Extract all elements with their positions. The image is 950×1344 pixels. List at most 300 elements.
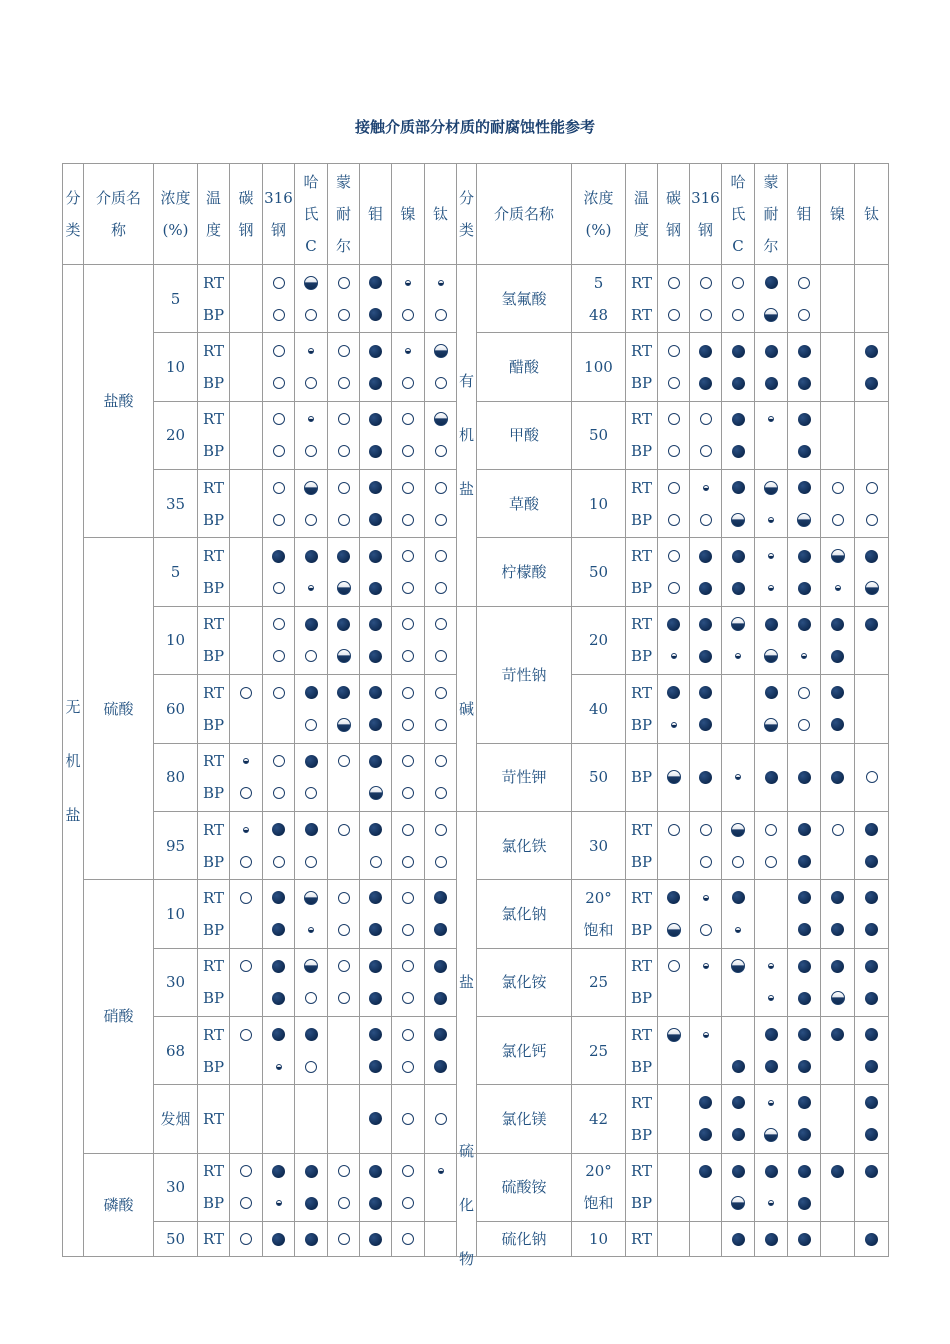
concentration-cell bbox=[153, 537, 198, 606]
rating-cell bbox=[229, 1016, 263, 1085]
filled-circle-icon bbox=[831, 771, 844, 784]
temperature-cell bbox=[197, 674, 230, 743]
header-left-1 bbox=[83, 163, 154, 265]
rating-cell bbox=[657, 811, 690, 880]
rating-cell bbox=[721, 606, 755, 675]
hollow-circle-icon bbox=[402, 1061, 414, 1073]
half-filled-circle-icon bbox=[667, 923, 681, 937]
half-filled-circle-icon bbox=[369, 786, 383, 800]
temperature-value: RT bbox=[202, 888, 225, 907]
rating-cell bbox=[327, 1084, 360, 1153]
rating-cell bbox=[391, 606, 425, 675]
column-header: 浓度 (%) bbox=[583, 189, 614, 239]
filled-circle-icon bbox=[732, 345, 745, 358]
hollow-circle-icon bbox=[305, 992, 317, 1004]
rating-cell bbox=[327, 879, 360, 948]
hollow-circle-icon bbox=[240, 892, 252, 904]
hollow-circle-icon bbox=[435, 514, 447, 526]
filled-circle-icon bbox=[305, 755, 318, 768]
temperature-value: RT bbox=[630, 410, 653, 429]
rating-cell bbox=[359, 1153, 392, 1222]
column-header: 蒙 耐 尔 bbox=[763, 173, 779, 255]
small-dot-icon bbox=[308, 416, 314, 422]
temperature-value: RT bbox=[202, 683, 225, 702]
rating-cell bbox=[391, 879, 425, 948]
half-filled-circle-icon bbox=[831, 991, 845, 1005]
concentration-value: 20 bbox=[165, 426, 186, 445]
medium-name-cell bbox=[476, 879, 572, 948]
temperature-cell bbox=[625, 1221, 658, 1257]
rating-cell bbox=[229, 811, 263, 880]
concentration-value: 饱和 bbox=[583, 920, 614, 939]
rating-cell bbox=[229, 469, 263, 538]
rating-cell bbox=[327, 1016, 360, 1085]
rating-cell bbox=[262, 948, 295, 1017]
medium-name-cell bbox=[83, 264, 154, 538]
filled-circle-icon bbox=[798, 855, 811, 868]
concentration-cell bbox=[571, 1221, 626, 1257]
rating-cell bbox=[787, 811, 821, 880]
filled-circle-icon bbox=[337, 686, 350, 699]
rating-cell bbox=[262, 879, 295, 948]
rating-cell bbox=[754, 469, 788, 538]
rating-cell bbox=[359, 674, 392, 743]
hollow-circle-icon bbox=[402, 719, 414, 731]
header-left-0 bbox=[62, 163, 84, 265]
rating-cell bbox=[262, 811, 295, 880]
hollow-circle-icon bbox=[668, 377, 680, 389]
filled-circle-icon bbox=[765, 1028, 778, 1041]
concentration-value: 5 bbox=[593, 273, 604, 292]
filled-circle-icon bbox=[369, 891, 382, 904]
small-dot-icon bbox=[703, 963, 709, 969]
filled-circle-icon bbox=[272, 1165, 285, 1178]
hollow-circle-icon bbox=[240, 1197, 252, 1209]
rating-cell bbox=[754, 1084, 788, 1153]
hollow-circle-icon bbox=[402, 1197, 414, 1209]
temperature-value: RT bbox=[202, 410, 225, 429]
rating-cell bbox=[424, 606, 457, 675]
rating-cell bbox=[359, 537, 392, 606]
page-title: 接触介质部分材质的耐腐蚀性能参考 bbox=[354, 118, 595, 136]
concentration-value: 25 bbox=[588, 973, 609, 992]
rating-cell bbox=[787, 1084, 821, 1153]
filled-circle-icon bbox=[369, 686, 382, 699]
temperature-cell bbox=[197, 264, 230, 333]
hollow-circle-icon bbox=[700, 856, 712, 868]
rating-cell bbox=[262, 469, 295, 538]
header-right-10 bbox=[854, 163, 889, 265]
temperature-cell bbox=[197, 469, 230, 538]
rating-cell bbox=[787, 948, 821, 1017]
rating-cell bbox=[754, 1153, 788, 1222]
rating-cell bbox=[854, 879, 889, 948]
filled-circle-icon bbox=[369, 1165, 382, 1178]
rating-cell bbox=[294, 332, 328, 401]
filled-circle-icon bbox=[369, 413, 382, 426]
filled-circle-icon bbox=[732, 1165, 745, 1178]
concentration-value: 40 bbox=[588, 699, 609, 718]
concentration-cell bbox=[571, 879, 626, 948]
header-right-0 bbox=[456, 163, 477, 265]
rating-cell bbox=[391, 469, 425, 538]
rating-cell bbox=[657, 537, 690, 606]
filled-circle-icon bbox=[865, 923, 878, 936]
medium-name-cell bbox=[476, 1084, 572, 1153]
filled-circle-icon bbox=[699, 771, 712, 784]
small-dot-icon bbox=[703, 1032, 709, 1038]
column-header: 镍 bbox=[400, 205, 416, 223]
filled-circle-icon bbox=[369, 582, 382, 595]
rating-cell bbox=[359, 264, 392, 333]
half-filled-circle-icon bbox=[764, 481, 778, 495]
small-dot-icon bbox=[703, 485, 709, 491]
temperature-value: BP bbox=[630, 579, 653, 598]
rating-cell bbox=[754, 811, 788, 880]
rating-cell bbox=[391, 537, 425, 606]
filled-circle-icon bbox=[434, 891, 447, 904]
medium-name: 氯化铵 bbox=[501, 973, 547, 992]
medium-name: 盐酸 bbox=[103, 392, 134, 411]
hollow-circle-icon bbox=[402, 618, 414, 630]
concentration-value: 20° bbox=[585, 1162, 612, 1181]
category-cell bbox=[456, 606, 477, 812]
hollow-circle-icon bbox=[700, 514, 712, 526]
rating-cell bbox=[854, 606, 889, 675]
filled-circle-icon bbox=[798, 1197, 811, 1210]
hollow-circle-icon bbox=[240, 856, 252, 868]
temperature-value: BP bbox=[630, 989, 653, 1008]
rating-cell bbox=[424, 743, 457, 812]
hollow-circle-icon bbox=[435, 824, 447, 836]
hollow-circle-icon bbox=[402, 856, 414, 868]
temperature-value: RT bbox=[630, 342, 653, 361]
filled-circle-icon bbox=[798, 923, 811, 936]
temperature-cell bbox=[197, 401, 230, 470]
medium-name-cell bbox=[476, 606, 572, 744]
temperature-value: RT bbox=[630, 683, 653, 702]
filled-circle-icon bbox=[798, 771, 811, 784]
rating-cell bbox=[262, 537, 295, 606]
filled-circle-icon bbox=[732, 582, 745, 595]
temperature-value: RT bbox=[630, 1162, 653, 1181]
concentration-cell bbox=[153, 879, 198, 948]
filled-circle-icon bbox=[369, 1060, 382, 1073]
rating-cell bbox=[689, 948, 722, 1017]
rating-cell bbox=[391, 1221, 425, 1257]
temperature-value: RT bbox=[202, 1109, 225, 1128]
rating-cell bbox=[294, 1016, 328, 1085]
medium-name: 氯化铁 bbox=[501, 836, 547, 855]
category-cell bbox=[456, 264, 477, 607]
rating-cell bbox=[854, 1153, 889, 1222]
hollow-circle-icon bbox=[338, 924, 350, 936]
rating-cell bbox=[721, 537, 755, 606]
rating-cell bbox=[391, 674, 425, 743]
hollow-circle-icon bbox=[700, 924, 712, 936]
hollow-circle-icon bbox=[435, 618, 447, 630]
temperature-value: RT bbox=[630, 820, 653, 839]
filled-circle-icon bbox=[732, 550, 745, 563]
header-right-4 bbox=[657, 163, 690, 265]
hollow-circle-icon bbox=[435, 582, 447, 594]
column-header: 浓度 (%) bbox=[160, 189, 191, 239]
small-dot-icon bbox=[405, 348, 411, 354]
rating-cell bbox=[854, 469, 889, 538]
temperature-cell bbox=[625, 948, 658, 1017]
rating-cell bbox=[424, 469, 457, 538]
temperature-cell bbox=[197, 332, 230, 401]
temperature-value: BP bbox=[630, 920, 653, 939]
small-dot-icon bbox=[735, 927, 741, 933]
temperature-value: RT bbox=[202, 1230, 225, 1248]
hollow-circle-icon bbox=[402, 445, 414, 457]
filled-circle-icon bbox=[434, 923, 447, 936]
rating-cell bbox=[262, 674, 295, 743]
filled-circle-icon bbox=[798, 992, 811, 1005]
temperature-value: BP bbox=[630, 852, 653, 871]
half-filled-circle-icon bbox=[667, 770, 681, 784]
hollow-circle-icon bbox=[700, 277, 712, 289]
hollow-circle-icon bbox=[305, 856, 317, 868]
hollow-circle-icon bbox=[402, 824, 414, 836]
rating-cell bbox=[391, 332, 425, 401]
filled-circle-icon bbox=[831, 891, 844, 904]
half-filled-circle-icon bbox=[865, 581, 879, 595]
hollow-circle-icon bbox=[435, 755, 447, 767]
rating-cell bbox=[787, 606, 821, 675]
concentration-value: 95 bbox=[165, 836, 186, 855]
hollow-circle-icon bbox=[700, 445, 712, 457]
column-header: 钛 bbox=[432, 205, 448, 223]
hollow-circle-icon bbox=[765, 824, 777, 836]
medium-name: 硫酸铵 bbox=[501, 1178, 547, 1197]
rating-cell bbox=[854, 811, 889, 880]
half-filled-circle-icon bbox=[731, 1196, 745, 1210]
hollow-circle-icon bbox=[798, 719, 810, 731]
concentration-cell bbox=[571, 743, 626, 812]
temperature-value: RT bbox=[202, 478, 225, 497]
rating-cell bbox=[229, 879, 263, 948]
filled-circle-icon bbox=[831, 960, 844, 973]
small-dot-icon bbox=[276, 1200, 282, 1206]
filled-circle-icon bbox=[732, 891, 745, 904]
rating-cell bbox=[820, 674, 855, 743]
rating-cell bbox=[391, 948, 425, 1017]
filled-circle-icon bbox=[732, 413, 745, 426]
medium-name-cell bbox=[476, 743, 572, 812]
filled-circle-icon bbox=[732, 1128, 745, 1141]
hollow-circle-icon bbox=[402, 550, 414, 562]
filled-circle-icon bbox=[765, 618, 778, 631]
rating-cell bbox=[359, 606, 392, 675]
rating-cell bbox=[787, 1016, 821, 1085]
filled-circle-icon bbox=[865, 1128, 878, 1141]
filled-circle-icon bbox=[798, 377, 811, 390]
concentration-cell bbox=[153, 606, 198, 675]
rating-cell bbox=[229, 332, 263, 401]
hollow-circle-icon bbox=[402, 687, 414, 699]
medium-name-cell bbox=[83, 879, 154, 1153]
filled-circle-icon bbox=[699, 377, 712, 390]
hollow-circle-icon bbox=[273, 413, 285, 425]
rating-cell bbox=[359, 401, 392, 470]
filled-circle-icon bbox=[699, 550, 712, 563]
concentration-cell bbox=[153, 401, 198, 470]
rating-cell bbox=[820, 879, 855, 948]
rating-cell bbox=[754, 537, 788, 606]
filled-circle-icon bbox=[798, 550, 811, 563]
filled-circle-icon bbox=[865, 1165, 878, 1178]
hollow-circle-icon bbox=[402, 1113, 414, 1125]
concentration-value: 100 bbox=[584, 358, 613, 377]
concentration-value: 25 bbox=[588, 1041, 609, 1060]
hollow-circle-icon bbox=[435, 445, 447, 457]
small-dot-icon bbox=[768, 553, 774, 559]
hollow-circle-icon bbox=[273, 755, 285, 767]
hollow-circle-icon bbox=[402, 992, 414, 1004]
rating-cell bbox=[820, 264, 855, 333]
filled-circle-icon bbox=[305, 823, 318, 836]
filled-circle-icon bbox=[305, 686, 318, 699]
rating-cell bbox=[787, 401, 821, 470]
rating-cell bbox=[229, 1084, 263, 1153]
half-filled-circle-icon bbox=[667, 1028, 681, 1042]
rating-cell bbox=[229, 743, 263, 812]
temperature-value: BP bbox=[630, 647, 653, 666]
filled-circle-icon bbox=[369, 345, 382, 358]
rating-cell bbox=[854, 332, 889, 401]
temperature-value: BP bbox=[630, 1125, 653, 1144]
small-dot-icon bbox=[835, 585, 841, 591]
filled-circle-icon bbox=[765, 1165, 778, 1178]
concentration-cell bbox=[571, 469, 626, 538]
small-dot-icon bbox=[768, 963, 774, 969]
rating-cell bbox=[424, 948, 457, 1017]
rating-cell bbox=[359, 332, 392, 401]
medium-name: 醋酸 bbox=[508, 358, 539, 377]
filled-circle-icon bbox=[272, 1028, 285, 1041]
concentration-value: 48 bbox=[588, 305, 609, 324]
filled-circle-icon bbox=[865, 1060, 878, 1073]
rating-cell bbox=[657, 332, 690, 401]
header-right-1 bbox=[476, 163, 572, 265]
rating-cell bbox=[229, 674, 263, 743]
hollow-circle-icon bbox=[273, 277, 285, 289]
filled-circle-icon bbox=[798, 1233, 811, 1246]
half-filled-circle-icon bbox=[831, 549, 845, 563]
hollow-circle-icon bbox=[273, 687, 285, 699]
temperature-cell bbox=[625, 1084, 658, 1153]
rating-cell bbox=[854, 537, 889, 606]
category-label: 硫 化 物 bbox=[458, 1141, 474, 1268]
medium-name: 柠檬酸 bbox=[501, 563, 547, 582]
hollow-circle-icon bbox=[240, 787, 252, 799]
filled-circle-icon bbox=[865, 1233, 878, 1246]
concentration-cell bbox=[571, 811, 626, 880]
small-dot-icon bbox=[735, 774, 741, 780]
hollow-circle-icon bbox=[305, 787, 317, 799]
concentration-cell bbox=[153, 1153, 198, 1222]
hollow-circle-icon bbox=[668, 413, 680, 425]
header-left-4 bbox=[229, 163, 263, 265]
hollow-circle-icon bbox=[402, 309, 414, 321]
medium-name: 硫化钠 bbox=[501, 1230, 547, 1248]
hollow-circle-icon bbox=[435, 550, 447, 562]
medium-name-cell bbox=[476, 1153, 572, 1222]
rating-cell bbox=[262, 743, 295, 812]
rating-cell bbox=[294, 879, 328, 948]
column-header: 钼 bbox=[796, 205, 812, 223]
medium-name: 硫酸 bbox=[103, 699, 134, 718]
header-right-5 bbox=[689, 163, 722, 265]
filled-circle-icon bbox=[732, 1233, 745, 1246]
concentration-cell bbox=[153, 743, 198, 812]
rating-cell bbox=[689, 537, 722, 606]
medium-name-cell bbox=[476, 469, 572, 538]
header-left-10 bbox=[424, 163, 457, 265]
small-dot-icon bbox=[308, 585, 314, 591]
rating-cell bbox=[229, 401, 263, 470]
column-header: 钛 bbox=[863, 205, 879, 223]
category-label: 碱 bbox=[458, 699, 474, 718]
category-cell bbox=[62, 264, 84, 1257]
column-header: 哈 氏 C bbox=[730, 173, 746, 255]
header-right-2 bbox=[571, 163, 626, 265]
hollow-circle-icon bbox=[668, 582, 680, 594]
concentration-value: 30 bbox=[165, 1178, 186, 1197]
temperature-cell bbox=[625, 537, 658, 606]
header-left-9 bbox=[391, 163, 425, 265]
hollow-circle-icon bbox=[305, 445, 317, 457]
rating-cell bbox=[820, 332, 855, 401]
temperature-cell bbox=[197, 1153, 230, 1222]
rating-cell bbox=[754, 606, 788, 675]
filled-circle-icon bbox=[865, 618, 878, 631]
concentration-cell bbox=[571, 1016, 626, 1085]
temperature-value: RT bbox=[202, 342, 225, 361]
temperature-value: BP bbox=[630, 1194, 653, 1213]
half-filled-circle-icon bbox=[434, 412, 448, 426]
rating-cell bbox=[424, 332, 457, 401]
half-filled-circle-icon bbox=[304, 481, 318, 495]
filled-circle-icon bbox=[369, 377, 382, 390]
medium-name: 氯化镁 bbox=[501, 1109, 547, 1128]
rating-cell bbox=[854, 743, 889, 812]
small-dot-icon bbox=[243, 758, 249, 764]
small-dot-icon bbox=[671, 722, 677, 728]
small-dot-icon bbox=[768, 1100, 774, 1106]
header-left-3 bbox=[197, 163, 230, 265]
rating-cell bbox=[754, 743, 788, 812]
temperature-cell bbox=[197, 1221, 230, 1257]
filled-circle-icon bbox=[369, 718, 382, 731]
rating-cell bbox=[327, 537, 360, 606]
rating-cell bbox=[820, 948, 855, 1017]
header-right-9 bbox=[820, 163, 855, 265]
half-filled-circle-icon bbox=[337, 649, 351, 663]
filled-circle-icon bbox=[831, 923, 844, 936]
filled-circle-icon bbox=[272, 823, 285, 836]
filled-circle-icon bbox=[369, 445, 382, 458]
hollow-circle-icon bbox=[402, 482, 414, 494]
concentration-cell bbox=[153, 811, 198, 880]
rating-cell bbox=[424, 811, 457, 880]
hollow-circle-icon bbox=[338, 1165, 350, 1177]
rating-cell bbox=[424, 879, 457, 948]
hollow-circle-icon bbox=[402, 413, 414, 425]
rating-cell bbox=[262, 1221, 295, 1257]
